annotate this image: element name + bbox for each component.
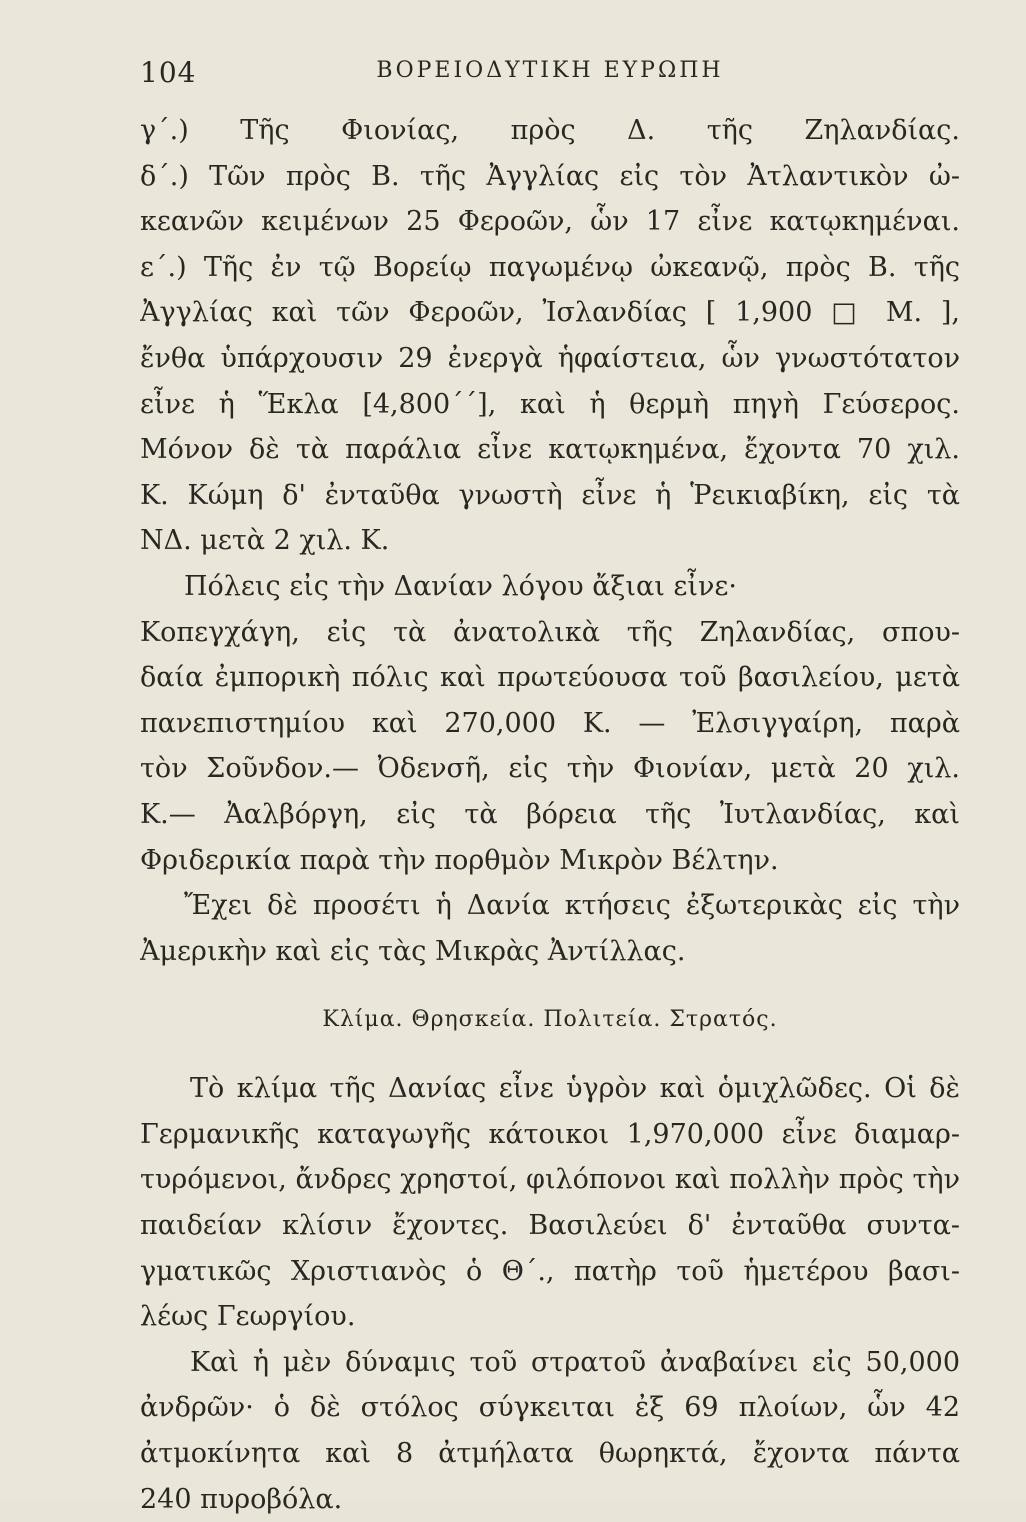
text-line: τὸν Σοῦνδον.— Ὀδενσῆ, εἰς τὴν Φιονίαν, μετὰ 20 χιλ.: [140, 753, 960, 785]
page-header: [140, 56, 960, 96]
text-line: ἔνθα ὑπάρχουσιν 29 ἐνεργὰ ἡφαίστεια, ὧν γνωστότατον: [140, 342, 960, 374]
text-line: πανεπιστημίου καὶ 270,000 Κ. — Ἐλσιγγαίρη, παρὰ: [140, 707, 960, 739]
text-line: Φριδερικία παρὰ τὴν πορθμὸν Μικρὸν Βέλτην.: [140, 844, 779, 876]
text-line: τυρόμενοι, ἄνδρες χρηστοί, φιλόπονοι καὶ πολλὴν πρὸς τὴν: [140, 1164, 960, 1196]
text-line: Κ.— Ἀαλβόργη, εἰς τὰ βόρεια τῆς Ἰυτλανδίας, καὶ: [140, 798, 960, 830]
text-line: γματικῶς Χριστιανὸς ὁ Θ΄., πατὴρ τοῦ ἡμετέρου βασι-: [140, 1255, 960, 1287]
text-line: Γερμανικῆς καταγωγῆς κάτοικοι 1,970,000 εἶνε διαμαρ-: [140, 1118, 960, 1150]
section-heading: Κλίμα. Θρησκεία. Πολιτεία. Στρατός.: [322, 1007, 778, 1033]
text-line: ΝΔ. μετὰ 2 χιλ. Κ.: [140, 525, 390, 557]
text-line: Τὸ κλίμα τῆς Δανίας εἶνε ὑγρὸν καὶ ὁμιχλῶδες. Οἱ δὲ: [190, 1073, 960, 1105]
text-line: Κοπεγχάγη, εἰς τὰ ἀνατολικὰ τῆς Ζηλανδίας, σπου-: [140, 616, 960, 648]
text-line: Ἔχει δὲ προσέτι ἡ Δανία κτήσεις ἐξωτερικὰς εἰς τὴν: [184, 890, 960, 922]
text-line: δαία ἐμπορικὴ πόλις καὶ πρωτεύουσα τοῦ βασιλείου, μετὰ: [140, 662, 960, 694]
running-title: ΒΟΡΕΙΟΔΥΤΙΚΗ ΕΥΡΩΠΗ: [376, 58, 724, 83]
text-line: εἶνε ἡ Ἕκλα [4,800΄΄], καὶ ἡ θερμὴ πηγὴ Γεύσερος.: [140, 388, 960, 420]
page-number: 104: [140, 56, 197, 89]
text-line: γ΄.) Τῆς Φιονίας, πρὸς Δ. τῆς Ζηλανδίας.: [140, 115, 960, 146]
text-line: λέως Γεωργίου.: [140, 1301, 356, 1333]
text-line: Ἀμερικὴν καὶ εἰς τὰς Μικρὰς Ἀντίλλας.: [140, 935, 686, 967]
text-line: Καὶ ἡ μὲν δύναμις τοῦ στρατοῦ ἀναβαίνει εἰς 50,000: [190, 1346, 960, 1378]
text-line: Μόνον δὲ τὰ παράλια εἶνε κατῳκημένα, ἔχοντα 70 χιλ.: [140, 434, 960, 466]
text-line: παιδείαν κλίσιν ἔχοντες. Βασιλεύει δ' ἐνταῦθα συντα-: [140, 1210, 960, 1242]
text-line: ἀτμοκίνητα καὶ 8 ἀτμήλατα θωρηκτά, ἔχοντα πάντα: [140, 1438, 960, 1470]
text-line: Πόλεις εἰς τὴν Δανίαν λόγου ἄξιαι εἶνε·: [184, 570, 737, 602]
text-line: Ἀγγλίας καὶ τῶν Φεροῶν, Ἰσλανδίας [ 1,900 □ Μ. ],: [140, 297, 960, 329]
text-line: κεανῶν κειμένων 25 Φεροῶν, ὧν 17 εἶνε κατῳκημέναι.: [140, 206, 960, 238]
text-line: δ΄.) Τῶν πρὸς Β. τῆς Ἀγγλίας εἰς τὸν Ἀτλαντικὸν ὠ-: [140, 160, 960, 192]
text-line: Κ. Κώμη δ' ἐνταῦθα γνωστὴ εἶνε ἡ Ῥεικιαβίκη, εἰς τὰ: [140, 479, 960, 511]
text-line: ε΄.) Τῆς ἐν τῷ Βορείῳ παγωμένῳ ὠκεανῷ, πρὸς Β. τῆς: [140, 251, 960, 283]
text-line: 240 πυροβόλα.: [140, 1483, 343, 1515]
body-text: [140, 108, 960, 1522]
text-line: ἀνδρῶν· ὁ δὲ στόλος σύγκειται ἐξ 69 πλοίων, ὧν 42: [140, 1392, 960, 1424]
